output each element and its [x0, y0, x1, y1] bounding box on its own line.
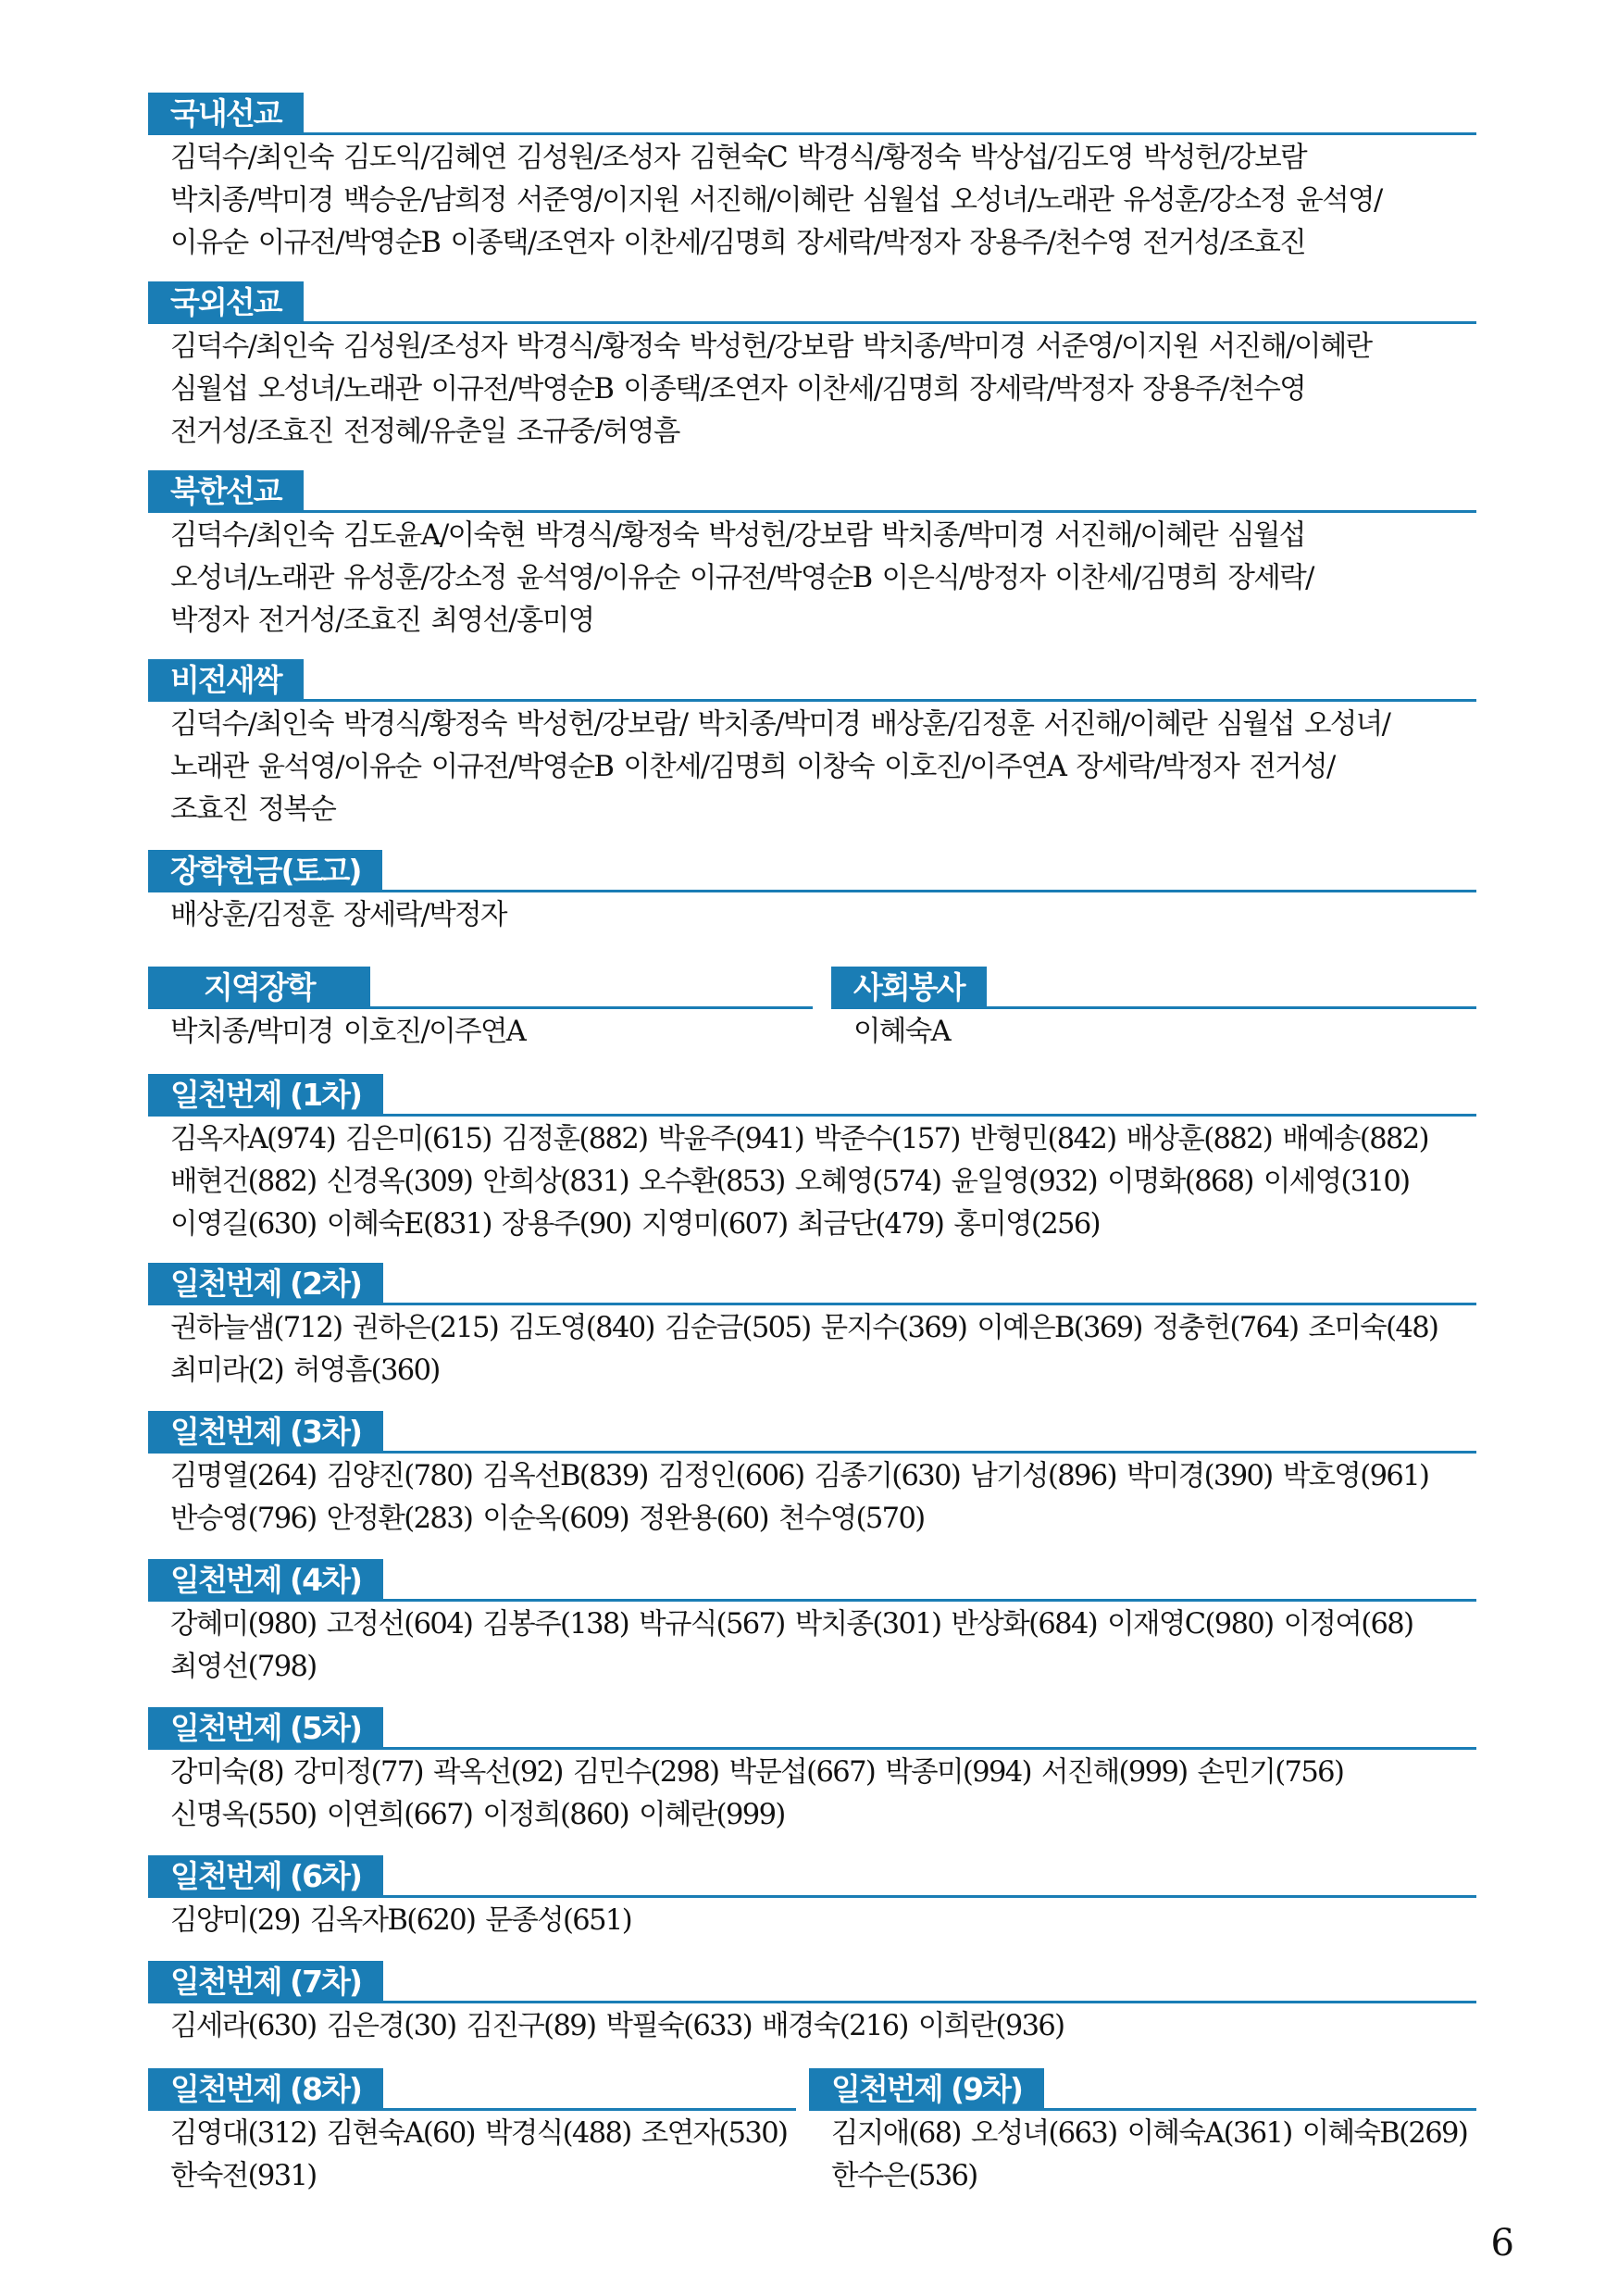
name-line: 한숙전(931) — [170, 2160, 317, 2192]
name-line: 심월섭 오성녀/노래관 이규전/박영순B 이종택/조연자 이찬세/김명희 장세락/박정자 장용주/천수영 — [170, 373, 1306, 406]
name-list — [148, 1603, 1476, 1689]
name-list — [148, 1011, 813, 1054]
section-offering-9 — [809, 2068, 1476, 2198]
section-regional-scholarship — [148, 967, 813, 1054]
divider — [148, 1747, 1476, 1750]
section-title: 장학헌금(토고) — [148, 850, 382, 892]
name-line: 이유순 이규전/박영순B 이종택/조연자 이찬세/김명희 장세락/박정자 장용주/천수영 전거성/조효진 — [170, 227, 1306, 259]
section-title: 일천번제 (4차) — [148, 1559, 383, 1602]
name-list — [148, 1118, 1476, 1246]
section-north-korea-mission — [148, 470, 1476, 643]
section-title: 일천번제 (5차) — [148, 1707, 383, 1750]
name-line: 김덕수/최인숙 김성원/조성자 박경식/황정숙 박성헌/강보람 박치종/박미경 서준영/이지원 서진해/이혜란 — [170, 331, 1372, 363]
name-line: 신명옥(550) 이연희(667) 이정희(860) 이혜란(999) — [170, 1799, 785, 1831]
name-line: 권하늘샘(712) 권하은(215) 김도영(840) 김순금(505) 문지수(369) 이예은B(369) 정충헌(764) 조미숙(48) — [170, 1312, 1438, 1344]
section-scholarship-togo — [148, 850, 1476, 937]
section-title: 국내선교 — [148, 93, 304, 135]
name-list — [148, 515, 1476, 643]
name-list — [148, 1900, 1476, 1942]
name-line: 김세라(630) 김은경(30) 김진구(89) 박필숙(633) 배경숙(216) 이희란(936) — [170, 2010, 1064, 2042]
divider — [148, 699, 1476, 702]
name-line: 강혜미(980) 고정선(604) 김봉주(138) 박규식(567) 박치종(301) 반상화(684) 이재영C(980) 이정여(68) — [170, 1608, 1413, 1641]
divider — [148, 132, 1476, 135]
name-line: 최영선(798) — [170, 1651, 317, 1683]
divider — [148, 1114, 1476, 1117]
name-line: 박치종/박미경 백승운/남희정 서준영/이지원 서진해/이혜란 심월섭 오성녀/노래관 유성훈/강소정 윤석영/ — [170, 184, 1382, 217]
name-list — [148, 894, 1476, 937]
section-social-service — [831, 967, 1476, 1054]
section-offering-7 — [148, 1961, 1476, 2048]
section-offering-3 — [148, 1411, 1476, 1541]
section-title: 일천번제 (9차) — [809, 2068, 1044, 2111]
divider — [809, 2108, 1476, 2111]
section-title: 일천번제 (6차) — [148, 1855, 383, 1898]
name-list — [148, 704, 1476, 831]
divider — [148, 890, 1476, 892]
section-offering-4 — [148, 1559, 1476, 1689]
name-line: 김지애(68) 오성녀(663) 이혜숙A(361) 이혜숙B(269) — [831, 2117, 1468, 2150]
section-vision-sprout — [148, 659, 1476, 831]
name-line: 전거성/조효진 전정혜/유춘일 조규중/허영흠 — [170, 416, 679, 448]
section-domestic-mission — [148, 93, 1476, 265]
name-line: 김덕수/최인숙 김도익/김혜연 김성원/조성자 김현숙C 박경식/황정숙 박상섭/김도영 박성헌/강보람 — [170, 142, 1307, 174]
section-title: 국외선교 — [148, 281, 304, 324]
name-line: 노래관 윤석영/이유순 이규전/박영순B 이찬세/김명희 이창숙 이호진/이주연A 장세락/박정자 전거성/ — [170, 751, 1335, 783]
divider — [148, 1303, 1476, 1305]
section-title: 일천번제 (7차) — [148, 1961, 383, 2003]
section-title: 일천번제 (1차) — [148, 1074, 383, 1117]
divider — [148, 2001, 1476, 2003]
name-list — [809, 2113, 1476, 2198]
section-title: 북한선교 — [148, 470, 304, 513]
divider — [148, 1599, 1476, 1602]
name-list — [148, 1455, 1476, 1541]
name-list — [148, 137, 1476, 265]
name-line: 배현건(882) 신경옥(309) 안희상(831) 오수환(853) 오혜영(574) 윤일영(932) 이명화(868) 이세영(310) — [170, 1166, 1410, 1198]
section-title: 일천번제 (3차) — [148, 1411, 383, 1454]
section-title: 지역장학 — [148, 967, 370, 1009]
name-line: 김옥자A(974) 김은미(615) 김정훈(882) 박윤주(941) 박준수(157) 반형민(842) 배상훈(882) 배예송(882) — [170, 1123, 1428, 1155]
name-line: 최미라(2) 허영흠(360) — [170, 1354, 440, 1387]
name-line: 김영대(312) 김현숙A(60) 박경식(488) 조연자(530) — [170, 2117, 788, 2150]
name-line: 박치종/박미경 이호진/이주연A — [170, 1016, 526, 1048]
name-line: 김덕수/최인숙 박경식/황정숙 박성헌/강보람/ 박치종/박미경 배상훈/김정훈 서진해/이혜란 심월섭 오성녀/ — [170, 708, 1390, 741]
section-offering-2 — [148, 1263, 1476, 1392]
name-line: 오성녀/노래관 유성훈/강소정 윤석영/이유순 이규전/박영순B 이은식/방정자 이찬세/김명희 장세락/ — [170, 562, 1313, 594]
name-line: 김덕수/최인숙 김도윤A/이숙현 박경식/황정숙 박성헌/강보람 박치종/박미경 서진해/이혜란 심월섭 — [170, 519, 1305, 552]
section-offering-5 — [148, 1707, 1476, 1837]
name-line: 이혜숙A — [853, 1016, 951, 1048]
section-offering-8 — [148, 2068, 796, 2198]
name-line: 이영길(630) 이혜숙E(831) 장용주(90) 지영미(607) 최금단(479) 홍미영(256) — [170, 1208, 1100, 1241]
divider — [148, 1006, 813, 1009]
section-title: 일천번제 (2차) — [148, 1263, 383, 1305]
name-line: 박정자 전거성/조효진 최영선/홍미영 — [170, 605, 594, 637]
section-title: 비전새싹 — [148, 659, 304, 702]
section-offering-6 — [148, 1855, 1476, 1942]
section-title: 일천번제 (8차) — [148, 2068, 383, 2111]
divider — [148, 1451, 1476, 1454]
name-line: 조효진 정복순 — [170, 793, 336, 826]
name-list — [148, 1752, 1476, 1837]
name-line: 김양미(29) 김옥자B(620) 문종성(651) — [170, 1904, 632, 1937]
name-list — [148, 2005, 1476, 2048]
name-line: 배상훈/김정훈 장세락/박정자 — [170, 899, 506, 931]
name-line: 반승영(796) 안정환(283) 이순옥(609) 정완용(60) 천수영(570) — [170, 1503, 925, 1535]
name-line: 한수은(536) — [831, 2160, 977, 2192]
divider — [148, 321, 1476, 324]
name-list — [148, 1307, 1476, 1392]
name-line: 강미숙(8) 강미정(77) 곽옥선(92) 김민수(298) 박문섭(667) 박종미(994) 서진해(999) 손민기(756) — [170, 1756, 1344, 1789]
section-title: 사회봉사 — [831, 967, 987, 1009]
divider — [831, 1006, 1476, 1009]
divider — [148, 1895, 1476, 1898]
name-list — [831, 1011, 1476, 1054]
name-list — [148, 326, 1476, 454]
section-overseas-mission — [148, 281, 1476, 454]
name-line: 김명열(264) 김양진(780) 김옥선B(839) 김정인(606) 김종기(630) 남기성(896) 박미경(390) 박호영(961) — [170, 1460, 1429, 1492]
divider — [148, 510, 1476, 513]
divider — [148, 2108, 796, 2111]
name-list — [148, 2113, 796, 2198]
page-number: 6 — [1490, 2222, 1514, 2265]
section-offering-1 — [148, 1074, 1476, 1246]
